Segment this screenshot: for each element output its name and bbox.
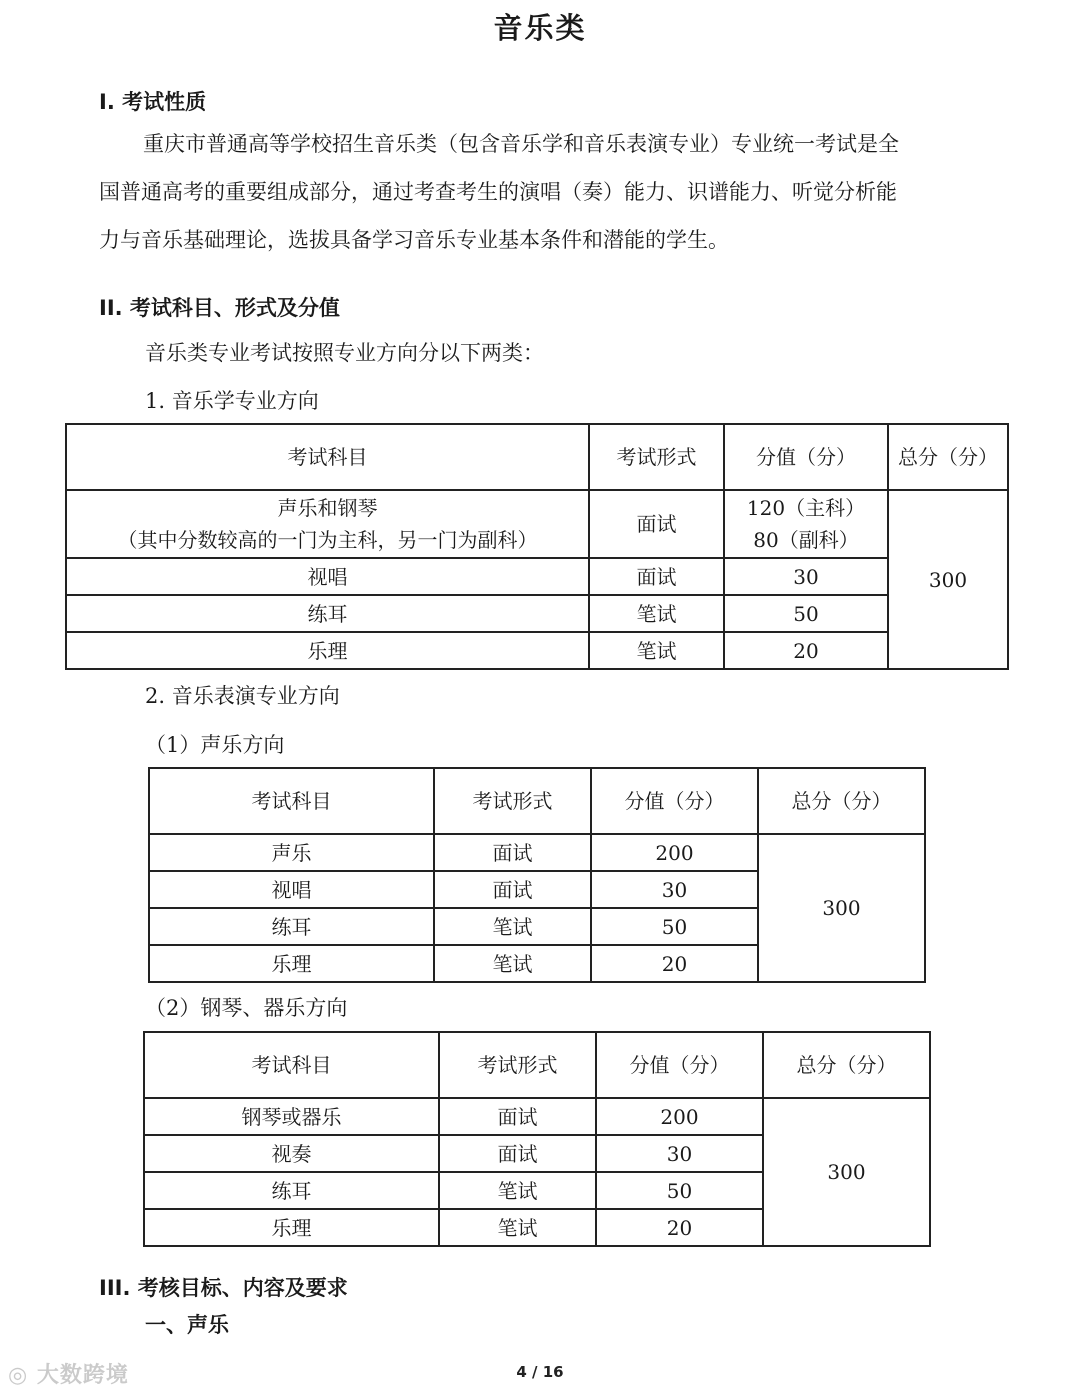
cell-form: 面试 (439, 1098, 596, 1135)
subject-line: 声乐和钢琴 (277, 496, 378, 520)
header-subject: 考试科目 (149, 768, 434, 834)
subject-line: （其中分数较高的一门为主科，另一门为副科） (117, 528, 538, 552)
cell-form: 面试 (439, 1135, 596, 1172)
table-row (66, 632, 1008, 669)
header-form: 考试形式 (439, 1032, 596, 1098)
cell-subject: 钢琴或器乐 (144, 1098, 439, 1135)
cell-subject: 声乐 (149, 834, 434, 871)
header-total: 总分（分） (763, 1032, 930, 1098)
cell-subject: 乐理 (144, 1209, 439, 1246)
table-instrument (143, 1031, 931, 1247)
sub-direction-vocal-label: （1）声乐方向 (145, 733, 285, 757)
cell-subject: 视唱 (66, 558, 589, 595)
table-header-row (149, 768, 925, 834)
cell-form: 笔试 (589, 632, 724, 669)
header-form: 考试形式 (589, 424, 724, 490)
watermark-text: 大数跨境 (36, 1363, 129, 1388)
paragraph-line: 力与音乐基础理论，选拔具备学习音乐专业基本条件和潜能的学生。 (99, 228, 729, 252)
table-row (66, 595, 1008, 632)
cell-score: 200 (591, 834, 758, 871)
header-total: 总分（分） (888, 424, 1008, 490)
cell-subject: 视唱 (149, 871, 434, 908)
cell-subject (66, 490, 589, 558)
cell-score: 20 (591, 945, 758, 982)
table-musicology (65, 423, 1009, 670)
section-1-paragraph (99, 120, 984, 264)
cell-form: 面试 (589, 490, 724, 558)
header-score: 分值（分） (596, 1032, 763, 1098)
header-total: 总分（分） (758, 768, 925, 834)
section-2-intro: 音乐类专业考试按照专业方向分以下两类： (145, 341, 544, 365)
page-title: 音乐类 (493, 11, 587, 45)
table-row (66, 490, 1008, 558)
cell-form: 笔试 (434, 908, 591, 945)
direction-2-label: 2. 音乐表演专业方向 (145, 684, 340, 708)
cell-subject: 乐理 (149, 945, 434, 982)
cell-score: 30 (724, 558, 888, 595)
cell-subject: 练耳 (144, 1172, 439, 1209)
cell-score: 50 (596, 1172, 763, 1209)
table-header-row (66, 424, 1008, 490)
cell-subject: 视奏 (144, 1135, 439, 1172)
table-row (144, 1098, 930, 1135)
cell-form: 笔试 (589, 595, 724, 632)
page-number: 4 / 16 (516, 1363, 564, 1381)
cell-score: 20 (596, 1209, 763, 1246)
table-vocal (148, 767, 926, 983)
cell-form: 笔试 (439, 1209, 596, 1246)
paragraph-line: 国普通高考的重要组成部分，通过考查考生的演唱（奏）能力、识谱能力、听觉分析能 (99, 180, 897, 204)
cell-score: 30 (591, 871, 758, 908)
direction-1-label: 1. 音乐学专业方向 (145, 389, 319, 413)
cell-score: 30 (596, 1135, 763, 1172)
header-form: 考试形式 (434, 768, 591, 834)
header-score: 分值（分） (591, 768, 758, 834)
header-subject: 考试科目 (66, 424, 589, 490)
cell-total: 300 (763, 1098, 930, 1246)
cell-form: 笔试 (439, 1172, 596, 1209)
cell-total: 300 (888, 490, 1008, 669)
cell-score: 50 (591, 908, 758, 945)
table-header-row (144, 1032, 930, 1098)
header-score: 分值（分） (724, 424, 888, 490)
cell-total: 300 (758, 834, 925, 982)
section-1-heading: I. 考试性质 (99, 90, 207, 114)
score-line: 120（主科） (746, 496, 866, 520)
cell-form: 面试 (434, 834, 591, 871)
table-row (66, 558, 1008, 595)
cell-score (724, 490, 888, 558)
cell-score: 20 (724, 632, 888, 669)
section-3-heading: III. 考核目标、内容及要求 (99, 1276, 348, 1300)
cell-subject: 乐理 (66, 632, 589, 669)
cell-subject: 练耳 (149, 908, 434, 945)
header-subject: 考试科目 (144, 1032, 439, 1098)
cell-score: 50 (724, 595, 888, 632)
score-line: 80（副科） (753, 528, 859, 552)
cell-form: 笔试 (434, 945, 591, 982)
section-2-heading: II. 考试科目、形式及分值 (99, 296, 340, 320)
paragraph-line: 重庆市普通高等学校招生音乐类（包含音乐学和音乐表演专业）专业统一考试是全 (143, 132, 899, 156)
section-3-sub-heading: 一、声乐 (145, 1313, 229, 1337)
watermark-logo-icon: ◎ (8, 1363, 37, 1388)
table-row (149, 834, 925, 871)
sub-direction-instrument-label: （2）钢琴、器乐方向 (145, 996, 348, 1020)
cell-subject: 练耳 (66, 595, 589, 632)
cell-score: 200 (596, 1098, 763, 1135)
cell-form: 面试 (589, 558, 724, 595)
cell-form: 面试 (434, 871, 591, 908)
